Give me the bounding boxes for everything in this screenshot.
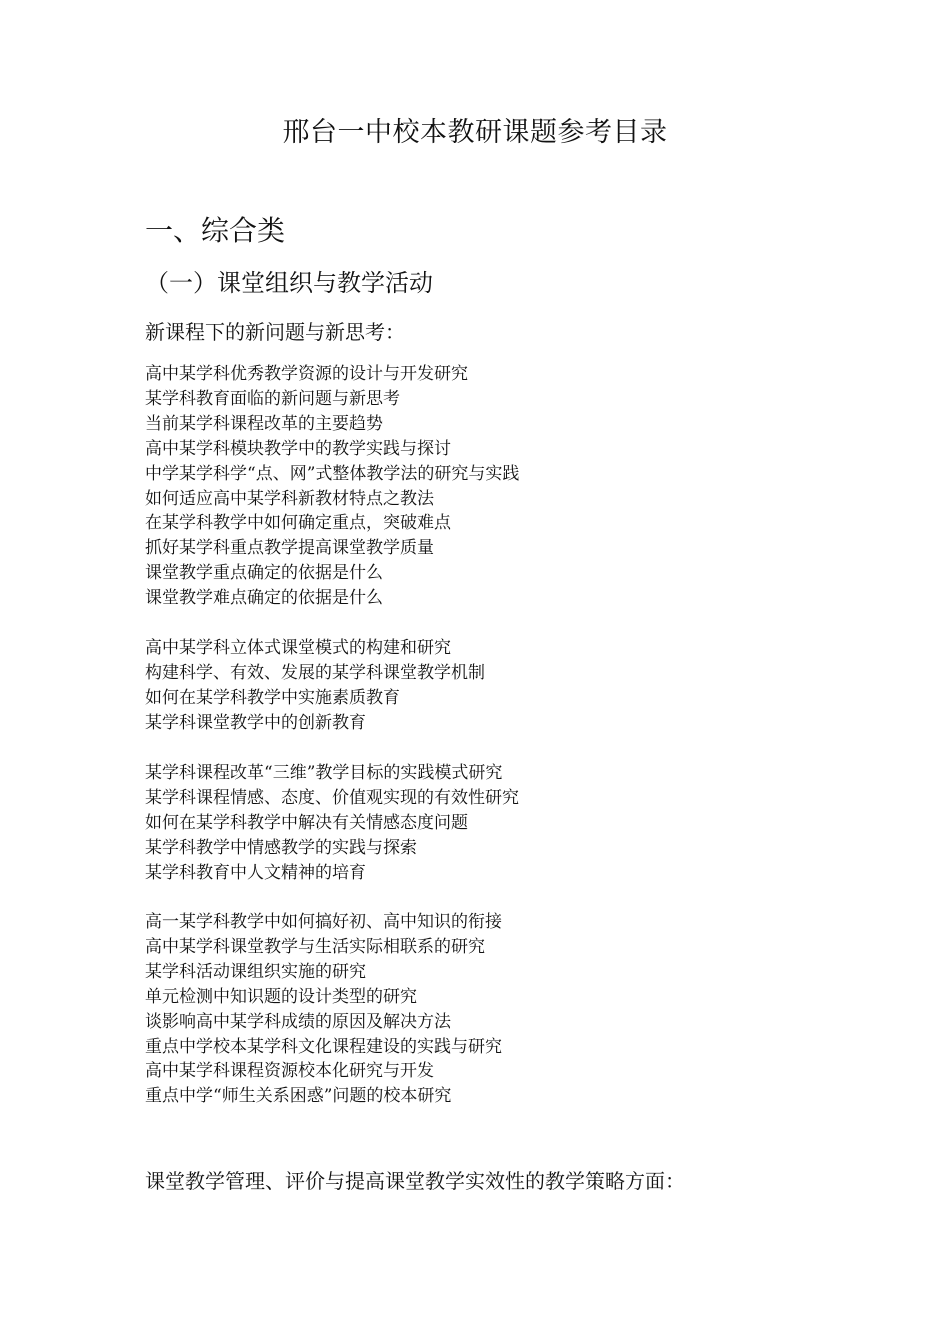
list-item: 重点中学校本某学科文化课程建设的实践与研究 [145,1036,502,1057]
list-item: 单元检测中知识题的设计类型的研究 [145,986,417,1007]
list-item: 如何适应高中某学科新教材特点之教法 [145,488,434,509]
list-item: 在某学科教学中如何确定重点，突破难点 [145,513,451,534]
list-item: 如何在某学科教学中实施素质教育 [145,687,400,708]
list-item: 某学科教学中情感教学的实践与探索 [145,837,417,858]
list-item: 某学科活动课组织实施的研究 [145,961,366,982]
list-item: 某学科课堂教学中的创新教育 [145,712,366,733]
list-item: 重点中学“师生关系困惑”问题的校本研究 [145,1086,452,1107]
document-title: 邢台一中校本教研课题参考目录 [282,117,668,148]
topic-list-group-1 [145,362,519,611]
list-item: 谈影响高中某学科成绩的原因及解决方法 [145,1011,451,1032]
list-item: 高中某学科模块教学中的教学实践与探讨 [145,438,451,459]
list-item: 某学科教育中人文精神的培育 [145,862,366,883]
list-item: 中学某学科学“点、网”式整体教学法的研究与实践 [145,463,520,484]
list-item: 当前某学科课程改革的主要趋势 [145,413,383,434]
list-item: 高中某学科优秀教学资源的设计与开发研究 [145,364,468,384]
list-item: 课堂教学重点确定的依据是什么 [145,563,383,584]
list-item: 高一某学科教学中如何搞好初、高中知识的衔接 [145,912,502,932]
list-item: 构建科学、有效、发展的某学科课堂教学机制 [145,662,485,683]
topic-heading-classroom-management: 课堂教学管理、评价与提高课堂教学实效性的教学策略方面： [145,1169,685,1193]
list-item: 如何在某学科教学中解决有关情感态度问题 [145,812,468,833]
list-item: 高中某学科课程资源校本化研究与开发 [145,1061,434,1082]
list-item: 抓好某学科重点教学提高课堂教学质量 [145,538,434,559]
list-item: 课堂教学难点确定的依据是什么 [145,588,383,609]
list-item: 某学科课程情感、态度、价值观实现的有效性研究 [145,787,519,808]
topic-list-group-3 [145,761,519,886]
list-item: 某学科教育面临的新问题与新思考 [145,388,400,409]
subsection-heading: （一）课堂组织与教学活动 [145,269,433,297]
list-item: 高中某学科立体式课堂模式的构建和研究 [145,638,451,658]
topic-heading-new-curriculum: 新课程下的新问题与新思考： [145,320,405,344]
section-heading: 一、综合类 [145,214,286,247]
list-item: 高中某学科课堂教学与生活实际相联系的研究 [145,936,485,957]
topic-list-group-2 [145,636,485,736]
topic-list-group-4 [145,910,502,1109]
list-item: 某学科课程改革“三维”教学目标的实践模式研究 [145,763,503,783]
